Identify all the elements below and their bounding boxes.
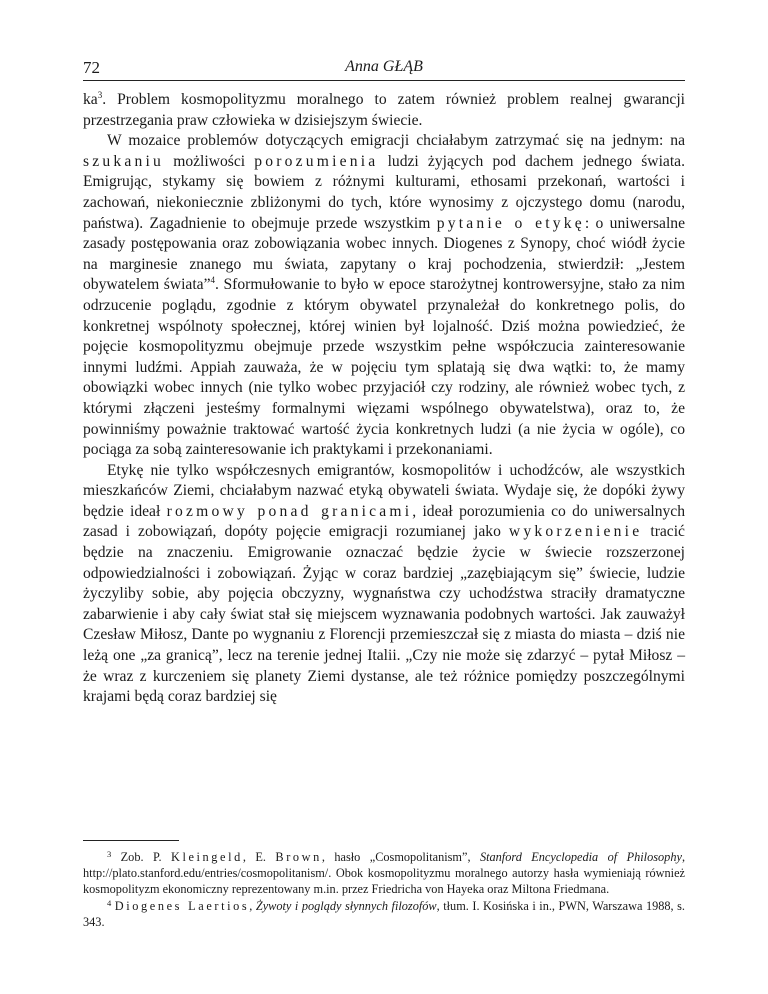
text-run: W mozaice problemów dotyczących emigracji chciałabym zatrzymać się na jednym: na [107, 132, 685, 150]
spaced-emphasis: porozumienia [254, 152, 379, 170]
footnote-4 [83, 898, 685, 930]
footnote-ref-4[interactable]: 4 [210, 275, 216, 286]
spaced-author: Kleingeld [170, 850, 243, 864]
paragraph-2 [83, 131, 685, 461]
text-run: , ideał porozumienia co do uniwersalnych zasad i zobowiązań, dopóty pojęcie emigracji rozumianej jako [83, 502, 686, 541]
text-run: , hasło „Cosmopolitanism”, [321, 850, 480, 864]
paragraph-3 [83, 461, 685, 708]
text-run: . Sformułowanie to było w epoce starożytnej kontrowersyjne, stało za nim odrzucenie poglądu, zgodnie z którym obywatel przynależał do konkretnego polis, do konkretnej wspólnoty społecznej, której winien był lojalność. Dziś można powiedzieć, że pojęcie kosmopolityzmu obejmuje przede wszystkim pełne współczucia zainteresowanie innymi ludźmi. Appiah zauważa, że w pojęciu tym splatają się dwa wątki: to, że mamy obowiązki wobec innych (nie tylko wobec przyjaciół czy rodziny, ale również wobec tych, z którymi złączeni jesteśmy formalnymi więzami wspólnego obywatelstwa), oraz to, że powinniśmy poważnie traktować wartość życia konkretnych ludzi (a nie życia w ogóle), co pociąga za sobą zainteresowanie ich praktykami i przekonaniami. [83, 276, 685, 459]
page-header [83, 58, 685, 81]
paragraph-1 [83, 90, 685, 131]
footnote-3 [83, 849, 685, 898]
text-run: . Problem kosmopolityzmu moralnego to zatem również problem realnej gwarancji przestrzegania praw człowieka w dzisiejszym świecie. [83, 91, 685, 129]
footnotes [83, 849, 685, 930]
italic-title: Żywoty i poglądy słynnych filozofów [255, 898, 437, 913]
body-text [83, 90, 685, 708]
page-number: 72 [83, 58, 100, 77]
text-run: , tłum. I. Kosińska i in., PWN, Warszawa 1988, s. 343. [83, 898, 686, 929]
spaced-author: Diogenes Laertios [114, 898, 250, 913]
text-run: możliwości [164, 152, 255, 170]
footnote-ref-3[interactable]: 3 [97, 90, 103, 100]
spaced-emphasis: szukaniu [83, 152, 165, 170]
text-run: ludzi żyjących pod dachem jednego świata. Emigrując, stykamy się bowiem z różnymi kulturami, ethosami przekonań, wartości i zachowań, niekoniecznie zbliżonymi do tych, które wynosimy z ojczystego domu (narodu, państwa). Zagadnienie to obejmuje przede wszystkim [83, 152, 685, 232]
footnote-number: 3 [107, 849, 112, 859]
text-run: Etykę nie tylko współczesnych emigrantów, kosmopolitów i uchodźców, ale wszystkich mieszkańców Ziemi, chciałabym nazwać etyką obywateli świata. Wydaje się, że dopóki żywy będzie ideał [83, 461, 685, 520]
text-run: , [249, 898, 256, 913]
running-head-author: Anna GŁĄB [345, 58, 423, 75]
text-run: , E. [242, 850, 276, 864]
footnote-number: 4 [107, 897, 112, 908]
text-run: Zob. P. [111, 850, 171, 864]
text-run: , http://plato.stanford.edu/entries/cosmopolitanism/. Obok kosmopolityzmu moralnego autorzy hasła wymieniają również kosmopolityzm ekonomiczny reprezentowany m.in. przez Friedricha von Hayeka oraz Miltona Friedmana. [83, 850, 686, 897]
spaced-author: Brown [275, 850, 322, 864]
spaced-emphasis: wykorzenienie [508, 523, 643, 541]
text-run: : o uniwersalne zasady postępowania oraz zobowiązania wobec innych. Diogenes z Synopy, choć wiódł życie na marginesie znanego mu świata, zapytany o kraj pochodzenia, stwierdził: „Jestem obywatelem świata” [83, 214, 685, 294]
text-run: ka [83, 91, 98, 108]
footnote-divider [83, 840, 179, 841]
spaced-emphasis: rozmowy ponad granicami [166, 502, 413, 520]
text-run: tracić będzie na znaczeniu. Emigrowanie oznaczać będzie życie w świecie rozszerzonej odpowiedzialności i zobowiązań. Żyjąc w coraz bardziej „zazębiającym się” świecie, ludzie życzyliby sobie, aby pojęcia obczyzny, wygnaństwa czy uchodźstwa straciły dramatyczne zabarwienie i aby cały świat stał się miejscem wyznawania podobnych wartości. Jak zauważył Czesław Miłosz, Dante po wygnaniu z Florencji przemieszczał się z miasta do miasta – dziś nie leżą one „za granicą”, lecz na terenie jednej Italii. „Czy nie może się zdarzyć – pytał Miłosz – że wraz z kurczeniem się planety Ziemi dystanse, ale też różnice pomiędzy poszczególnymi krajami będą coraz bardziej się [83, 523, 685, 706]
italic-title: Stanford Encyclopedia of Philosophy [479, 850, 682, 864]
spaced-emphasis: pytanie o etykę [436, 214, 585, 232]
